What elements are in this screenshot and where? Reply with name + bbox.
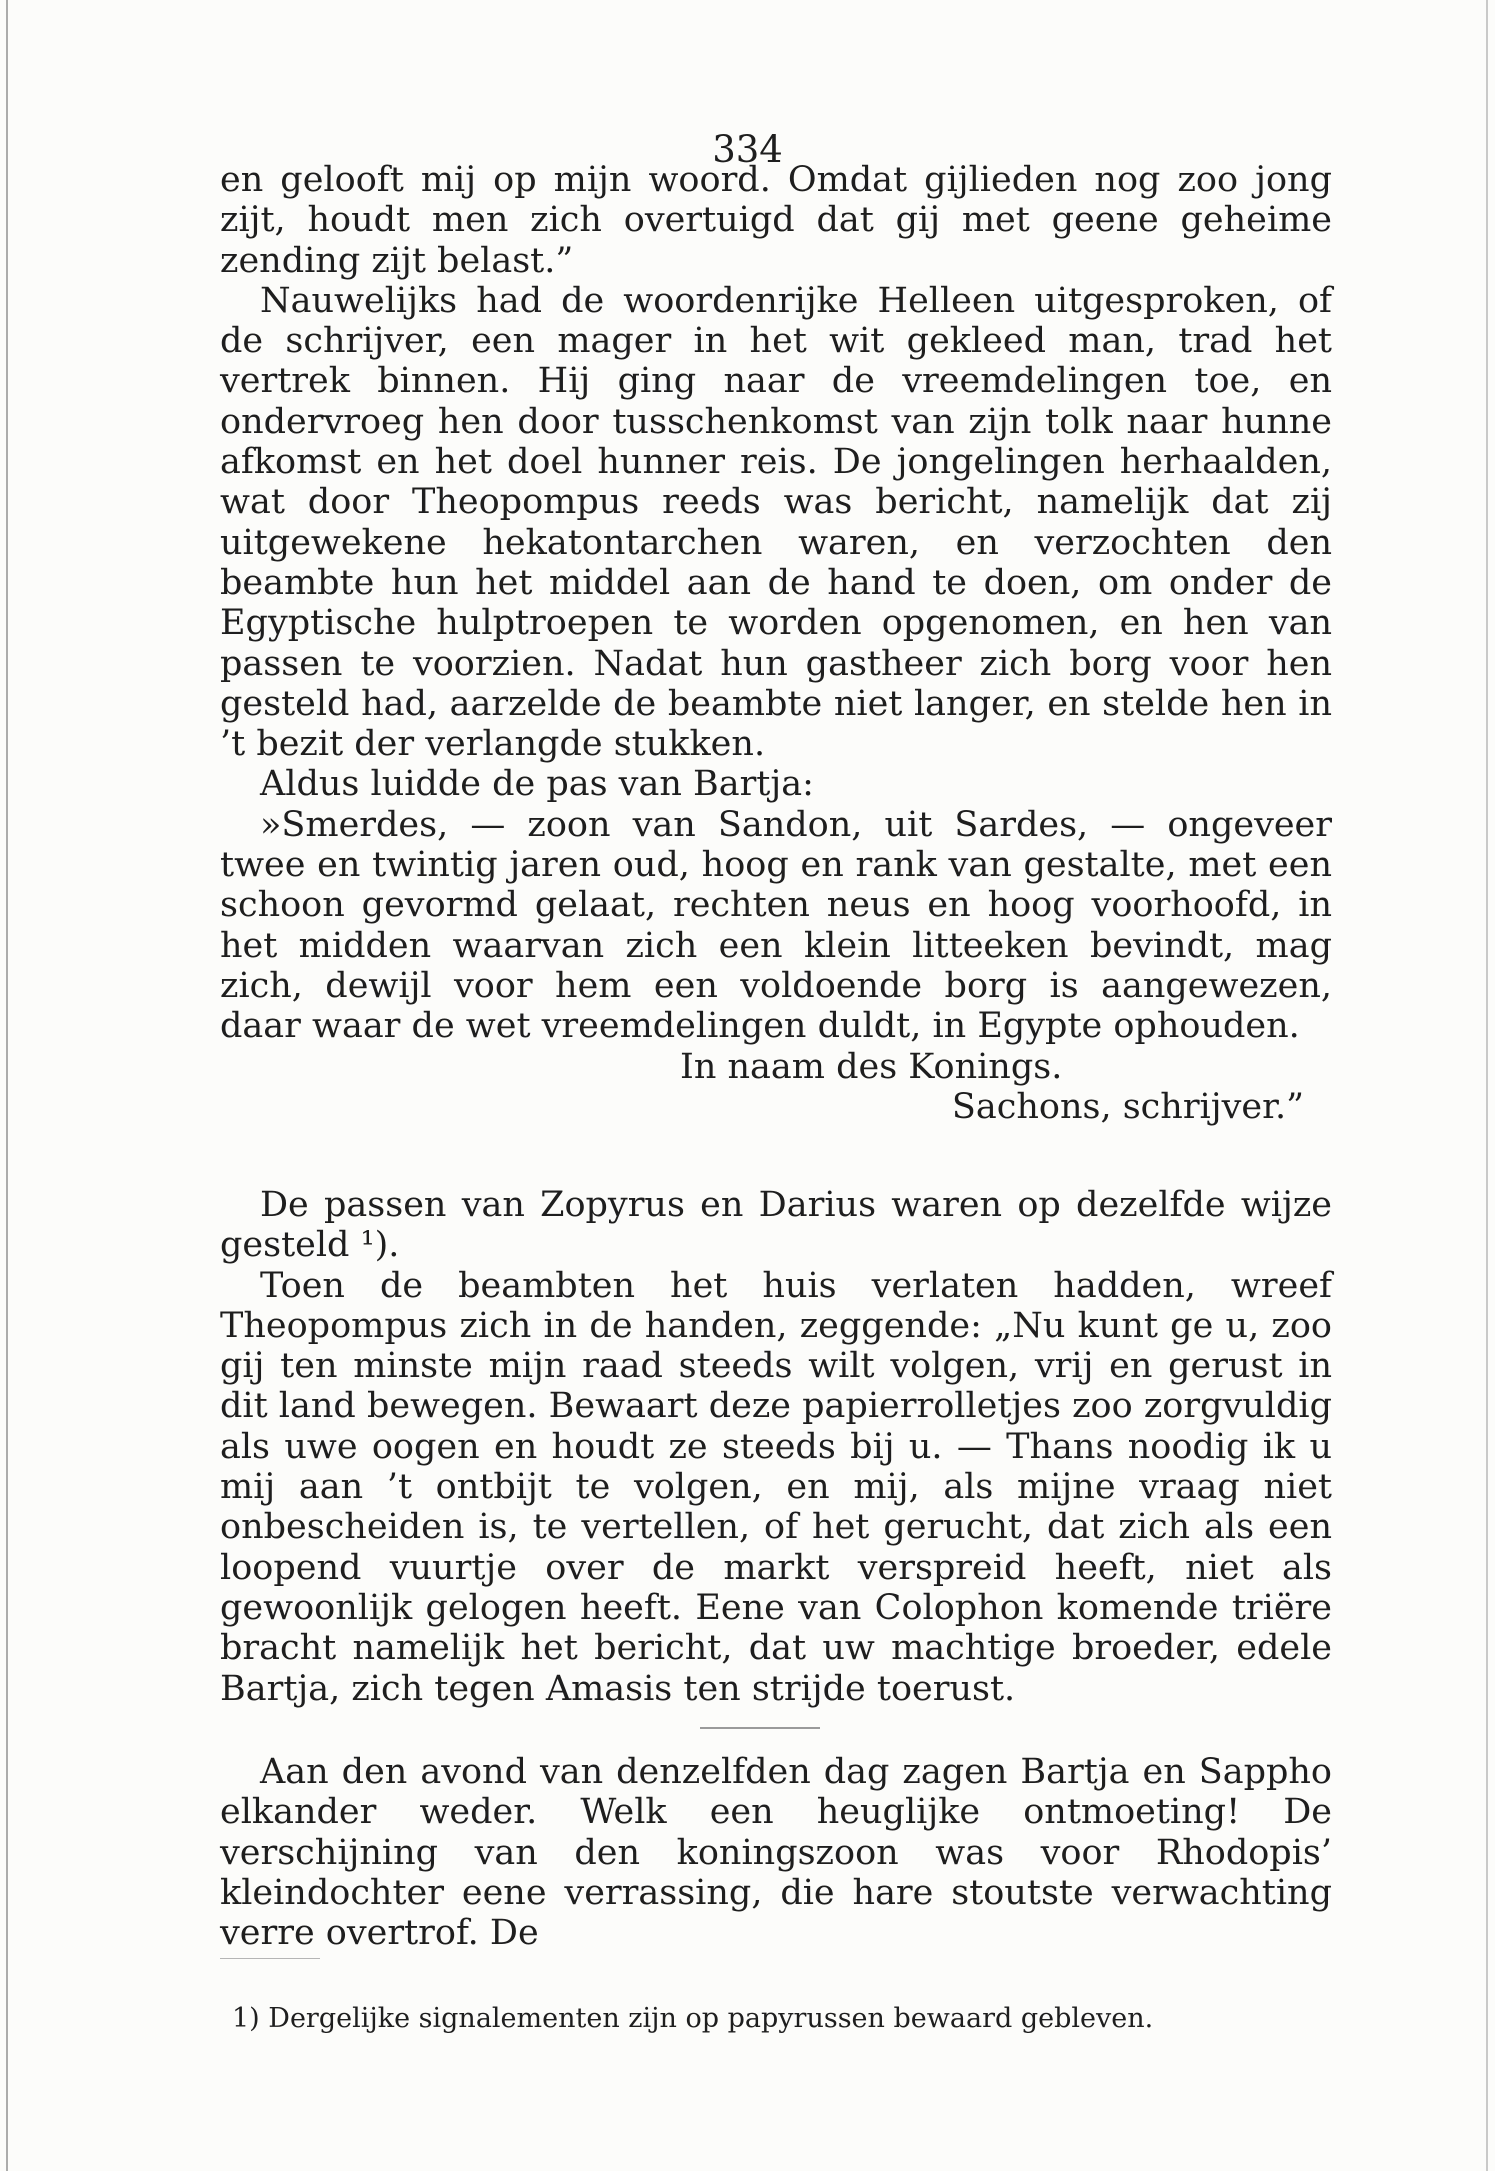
footnote-rule [220, 1958, 320, 1959]
page-number: 334 [712, 128, 783, 171]
text-block-bottom [220, 1752, 1332, 1953]
paragraph-4: »Smerdes, — zoon van Sandon, uit Sardes, — ongeveer twee en twintig jaren oud, hoog en rank van gestalte, met een schoon gevormd gelaat, rechten neus en hoog voorhoofd, in het midden waarvan zich een klein litteeken bevindt, mag zich, dewijl voor hem een voldoende borg is aangewezen, daar waar de wet vreemdelingen duldt, in Egypte ophouden. [220, 804, 1332, 1047]
scan-edge-right [1486, 0, 1488, 2171]
signature-line-1: In naam des Konings. [680, 1046, 1063, 1087]
text-block-top [220, 160, 1332, 1127]
text-block-middle [220, 1185, 1332, 1709]
paragraph-3: Aldus luidde de pas van Bartja: [260, 764, 814, 805]
footnote: 1) Dergelijke signalementen zijn op papyrussen bewaard gebleven. [232, 2003, 1154, 2034]
paragraph-5: De passen van Zopyrus en Darius waren op dezelfde wijze gesteld ¹). [220, 1185, 1332, 1266]
paragraph-1: en gelooft mij op mijn woord. Omdat gijlieden nog zoo jong zijt, houdt men zich overtuigd dat gij met geene geheime zending zijt belast.” [220, 160, 1332, 281]
section-separator [700, 1727, 820, 1729]
paragraph-6: Toen de beambten het huis verlaten hadden, wreef Theopompus zich in de handen, zeggende: „Nu kunt ge u, zoo gij ten minste mijn raad steeds wilt volgen, vrij en gerust in dit land bewegen. Bewaart deze papierrolletjes zoo zorgvuldig als uwe oogen en houdt ze steeds bij u. — Thans noodig ik u mij aan ’t ontbijt te volgen, en mij, als mijne vraag niet onbescheiden is, te vertellen, of het gerucht, dat zich als een loopend vuurtje over de markt verspreid heeft, niet als gewoonlijk gelogen heeft. Eene van Colophon komende triëre bracht namelijk het bericht, dat uw machtige broeder, edele Bartja, zich tegen Amasis ten strijde toerust. [220, 1265, 1332, 1709]
scan-edge-left [6, 0, 8, 2171]
paragraph-7: Aan den avond van denzelfden dag zagen Bartja en Sappho elkander weder. Welk een heuglijke ontmoeting! De verschijning van den koningszoon was voor Rhodopis’ kleindochter eene verrassing, die hare stoutste verwachting verre overtrof. De [220, 1752, 1332, 1954]
signature-line-2: Sachons, schrijver.” [951, 1086, 1304, 1127]
paragraph-2: Nauwelijks had de woordenrijke Helleen uitgesproken, of de schrijver, een mager in het wit gekleed man, trad het vertrek binnen. Hij ging naar de vreemdelingen toe, en ondervroeg hen door tusschenkomst van zijn tolk naar hunne afkomst en het doel hunner reis. De jongelingen herhaalden, wat door Theopompus reeds was bericht, namelijk dat zij uitgewekene hekatontarchen waren, en verzochten den beambte hun het middel aan de hand te doen, om onder de Egyptische hulptroepen te worden opgenomen, en hen van passen te voorzien. Nadat hun gastheer zich borg voor hen gesteld had, aarzelde de beambte niet langer, en stelde hen in ’t bezit der verlangde stukken. [220, 280, 1332, 765]
